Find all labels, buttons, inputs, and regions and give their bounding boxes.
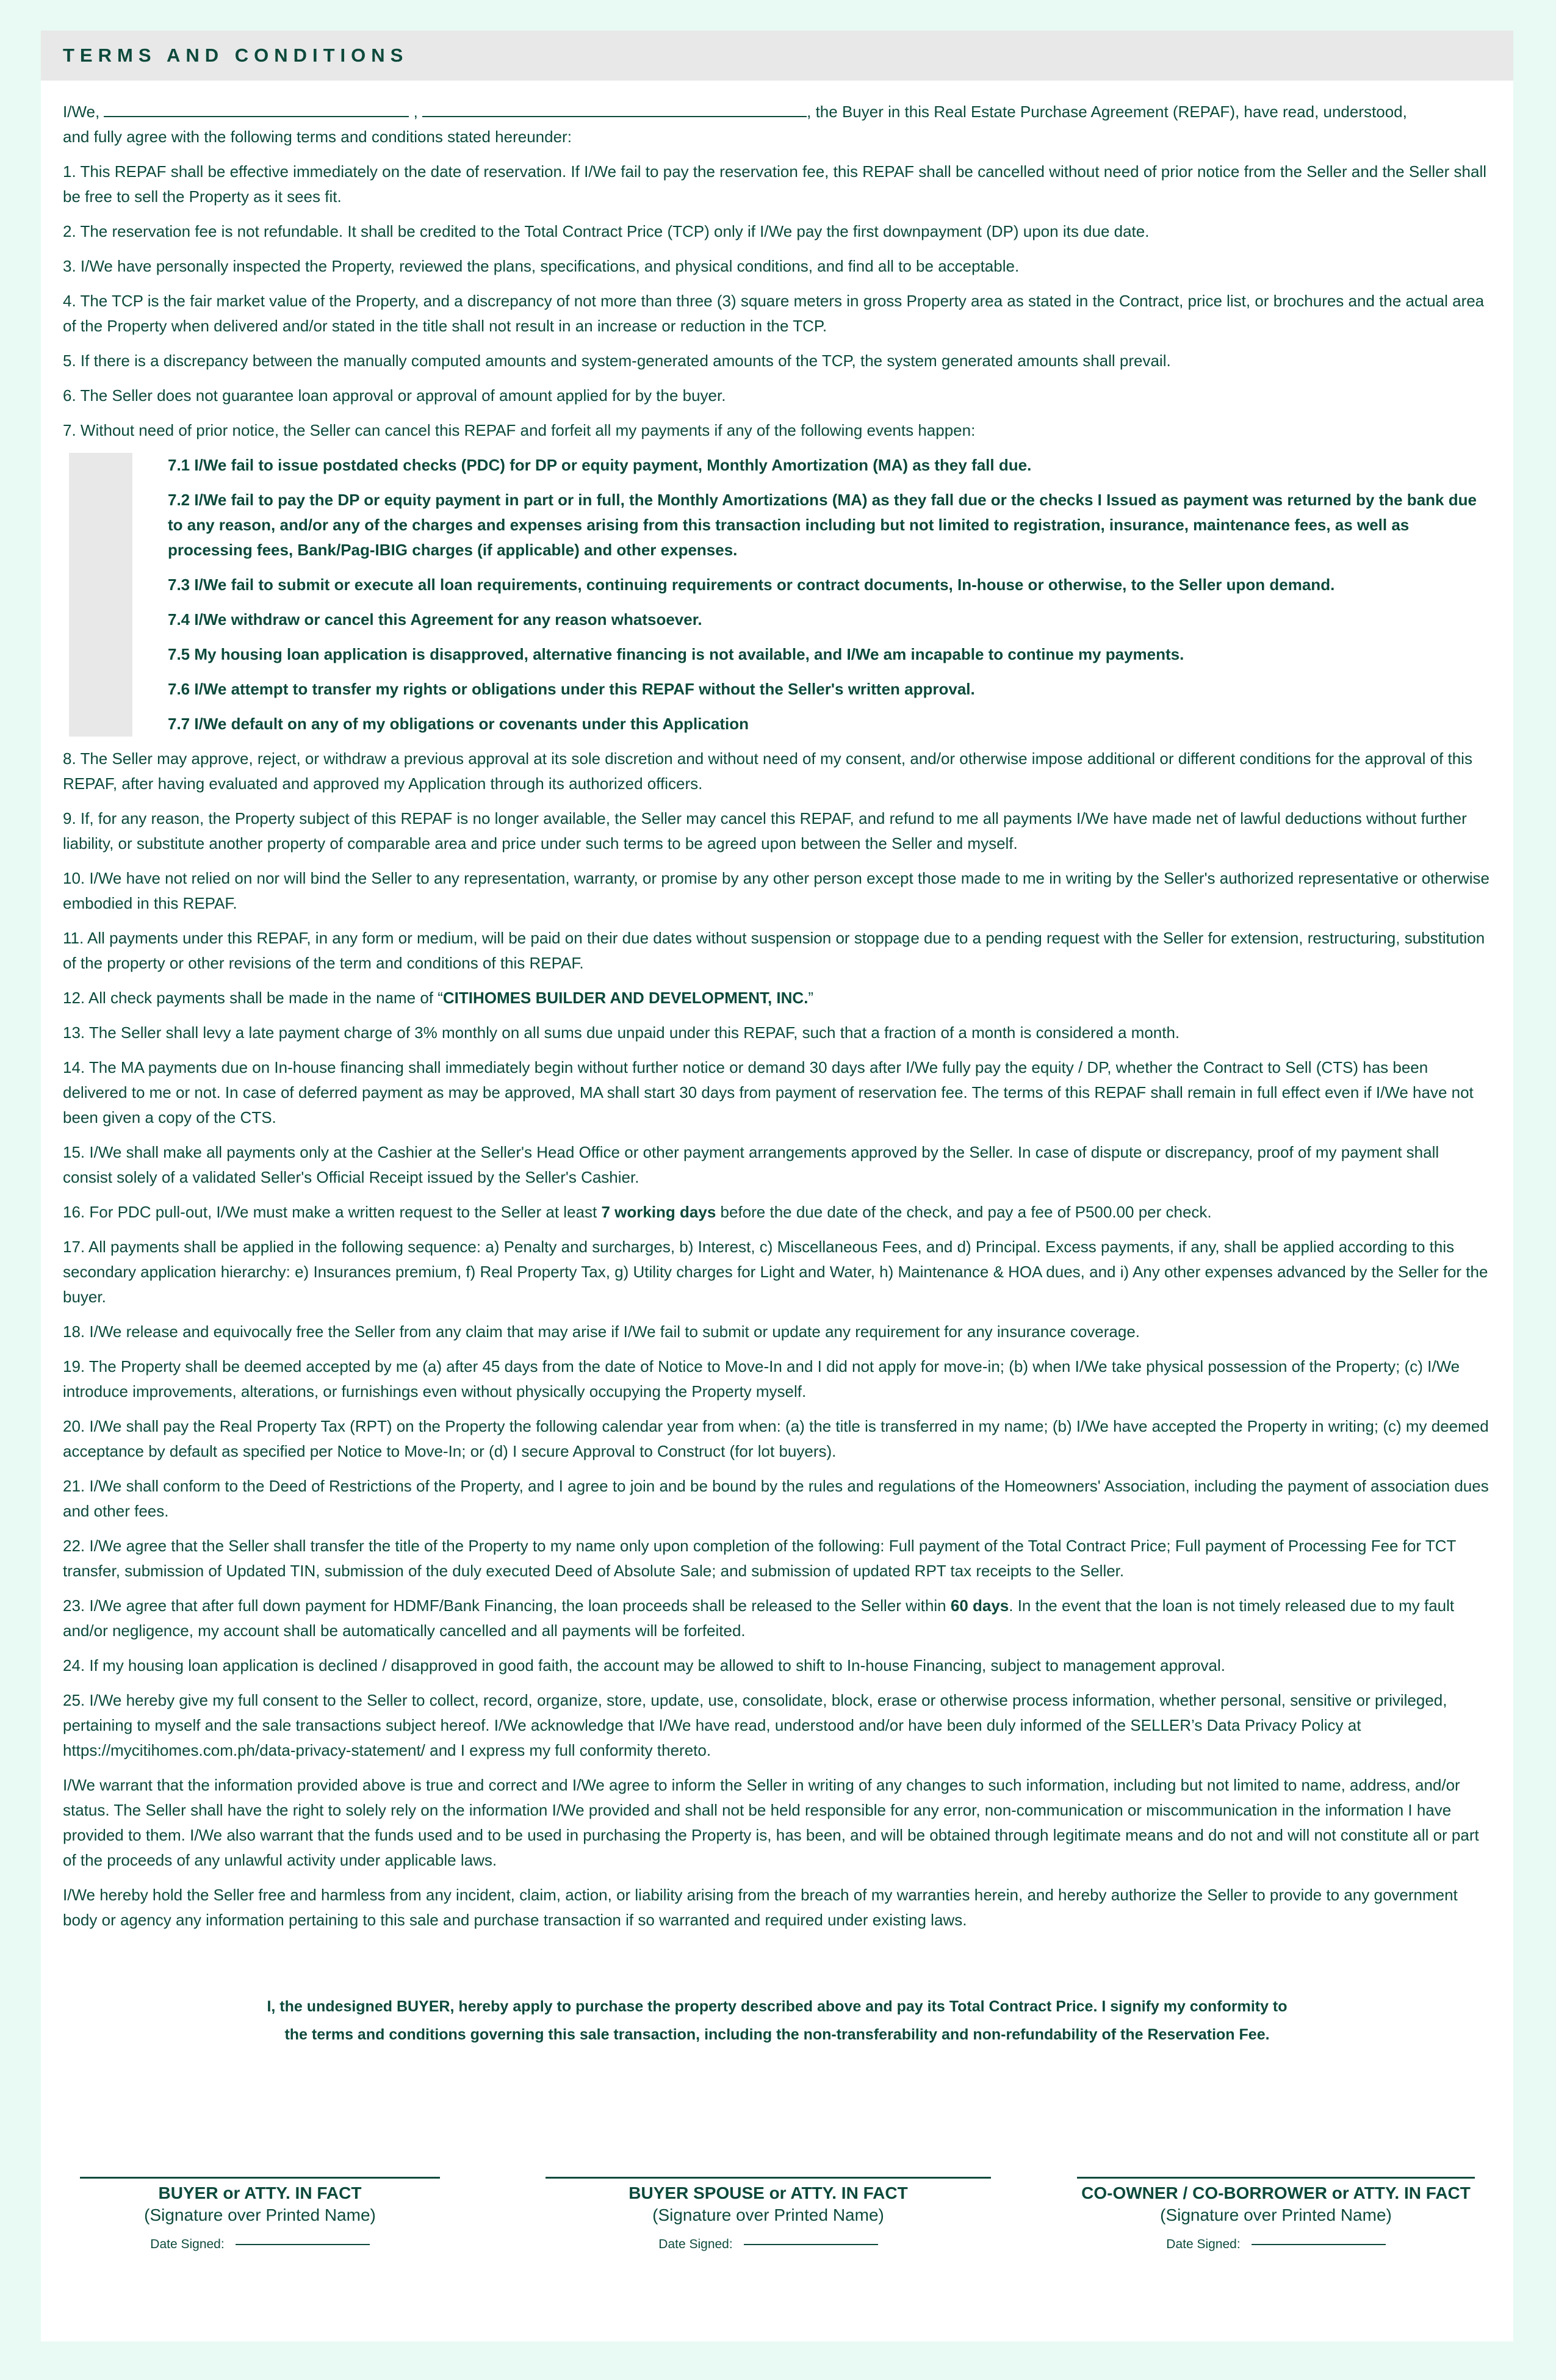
term-16	[63, 1200, 1491, 1225]
page-title: TERMS AND CONDITIONS	[63, 45, 409, 66]
signature-role: BUYER or ATTY. IN FACT	[158, 2183, 362, 2202]
warranty-paragraph: I/We warrant that the information provided above is true and correct and I/We agree to inform the Seller in writing of any changes to such information, including but not limited to name, address, and/or status. The Seller shall have the right to solely rely on the information I/We provided and shall not be held responsible for any error, non-communication or miscommunication in the information I have provided to them. I/We also warrant that the funds used and to be used in purchasing the Property is, has been, and will be obtained through legitimate means and do not and will not constitute all or part of the proceeds of any unlawful activity under applicable laws.	[63, 1776, 1479, 1869]
document-page	[41, 31, 1513, 2342]
term-11: 11. All payments under this REPAF, in any form or medium, will be paid on their due dates without suspension or stoppage due to a pending request with the Seller for extension, restructuring, substitution of the property or other revisions of the term and conditions of this REPAF.	[63, 929, 1485, 972]
term-7-1: 7.1 I/We fail to issue postdated checks (PDC) for DP or equity payment, Monthly Amortization (MA) as they fall due.	[168, 456, 1032, 474]
signature-caption: (Signature over Printed Name)	[652, 2205, 884, 2224]
term-13: 13. The Seller shall levy a late payment charge of 3% monthly on all sums due unpaid under this REPAF, such that a fraction of a month is considered a month.	[63, 1023, 1180, 1042]
signature-role: CO-OWNER / CO-BORROWER or ATTY. IN FACT	[1081, 2183, 1471, 2202]
date-signed-label: Date Signed:	[150, 2237, 225, 2251]
buyer-name-blank[interactable]	[104, 99, 409, 117]
term-3: 3. I/We have personally inspected the Property, reviewed the plans, specifications, and physical conditions, and find all to be acceptable.	[63, 257, 1020, 275]
signature-block-coowner	[1077, 2177, 1475, 2252]
term-7-2: 7.2 I/We fail to pay the DP or equity payment in part or in full, the Monthly Amortizations (MA) as they fall due or the checks I Issued as payment was returned by the bank due to any reason, and/or any of the charges and expenses arising from this transaction including but not limited to registration, insurance, maintenance fees, as well as processing fees, Bank/Pag-IBIG charges (if applicable) and other expenses.	[168, 491, 1477, 559]
term-25: 25. I/We hereby give my full consent to the Seller to collect, record, organize, store, update, use, consolidate, block, erase or otherwise process information, whether personal, sensitive or privileged, pertaining to myself and the sale transactions subject hereof. I/We acknowledge that I/We have read, understood and/or have been duly informed of the SELLER’s Data Privacy Policy at https://mycitihomes.com.ph/data-privacy-statement/ and I express my full conformity thereto.	[63, 1691, 1447, 1759]
term-20: 20. I/We shall pay the Real Property Tax (RPT) on the Property the following calendar year from when: (a) the title is transferred in my name; (b) I/We have accepted the Property in writing; (c) my deemed acceptance by default as specified per Notice to Move-In; or (d) I secure Approval to Construct (for lot buyers).	[63, 1417, 1489, 1460]
signature-block-buyer	[80, 2177, 440, 2252]
date-signed	[1077, 2237, 1475, 2252]
date-signed	[546, 2237, 991, 2252]
buyer-declaration	[225, 1992, 1330, 2049]
term-18: 18. I/We release and equivocally free the Seller from any claim that may arise if I/We fail to submit or update any requirement for any insurance coverage.	[63, 1322, 1140, 1341]
date-signed-label: Date Signed:	[1166, 2237, 1241, 2251]
date-signed-line[interactable]	[1252, 2244, 1386, 2245]
intro-separator: ,	[413, 103, 418, 121]
term-23-post: . In the event that the loan is not timely released due to my fault and/or negligence, my account shall be automatically cancelled and all payments will be forfeited.	[63, 1596, 1455, 1640]
date-signed-line[interactable]	[744, 2244, 878, 2245]
hold-harmless-paragraph: I/We hereby hold the Seller free and harmless from any incident, claim, action, or liability arising from the breach of my warranties herein, and hereby authorize the Seller to provide to any government body or agency any information pertaining to this sale and purchase transaction if so warranted and required under existing laws.	[63, 1886, 1458, 1929]
date-signed-line[interactable]	[236, 2244, 370, 2245]
term-14: 14. The MA payments due on In-house financing shall immediately begin without further notice or demand 30 days after I/We fully pay the equity / DP, whether the Contract to Sell (CTS) has been delivered to me or not. In case of deferred payment as may be approved, MA shall start 30 days from payment of reservation fee. The terms of this REPAF shall remain in full effect even if I/We have not been given a copy of the CTS.	[63, 1058, 1474, 1127]
term-15: 15. I/We shall make all payments only at the Cashier at the Seller's Head Office or other payment arrangements approved by the Seller. In case of dispute or discrepancy, proof of my payment shall consist solely of a validated Seller's Official Receipt issued by the Seller's Cashier.	[63, 1143, 1439, 1186]
term-21: 21. I/We shall conform to the Deed of Restrictions of the Property, and I agree to join and be bound by the rules and regulations of the Homeowners' Association, including the payment of association dues and other fees.	[63, 1477, 1489, 1520]
term-8: 8. The Seller may approve, reject, or withdraw a previous approval at its sole discretion and without need of my consent, and/or otherwise impose additional or different conditions for the approval of this REPAF, after having evaluated and approved my Application through its authorized officers.	[63, 749, 1472, 793]
signature-line[interactable]	[546, 2177, 991, 2179]
term-9: 9. If, for any reason, the Property subject of this REPAF is no longer available, the Seller may cancel this REPAF, and refund to me all payments I/We have made net of lawful deductions without further liability, or substitute another property of comparable area and price under such terms to be agreed upon between the Seller and myself.	[63, 809, 1467, 853]
term-7-4: 7.4 I/We withdraw or cancel this Agreement for any reason whatsoever.	[168, 610, 702, 629]
signature-line[interactable]	[80, 2177, 440, 2179]
signature-block-spouse	[546, 2177, 991, 2252]
declaration-line-1: I, the undesigned BUYER, hereby apply to purchase the property described above and pay its Total Contract Price. I signify my conformity to	[267, 1998, 1288, 2015]
payee-name: CITIHOMES BUILDER AND DEVELOPMENT, INC.	[442, 989, 809, 1007]
loan-release-days: 60 days	[950, 1596, 1009, 1615]
term-2: 2. The reservation fee is not refundable. It shall be credited to the Total Contract Price (TCP) only if I/We pay the first downpayment (DP) upon its due date.	[63, 222, 1150, 240]
term-1: 1. This REPAF shall be effective immediately on the date of reservation. If I/We fail to pay the reservation fee, this REPAF shall be cancelled without need of prior notice from the Seller and the Seller shall be free to sell the Property as it sees fit.	[63, 162, 1487, 206]
term-23-pre: 23. I/We agree that after full down payment for HDMF/Bank Financing, the loan proceeds shall be released to the Seller within	[63, 1596, 951, 1615]
intro-paragraph	[63, 99, 1491, 150]
signature-role: BUYER SPOUSE or ATTY. IN FACT	[629, 2183, 908, 2202]
term-12	[63, 986, 1491, 1011]
pdc-notice-days: 7 working days	[601, 1203, 716, 1221]
date-signed	[80, 2237, 440, 2252]
term-16-post: before the due date of the check, and pay a fee of P500.00 per check.	[716, 1203, 1212, 1221]
term-23	[63, 1593, 1491, 1643]
terms-body	[41, 81, 1513, 2049]
term-16-pre: 16. For PDC pull-out, I/We must make a written request to the Seller at least	[63, 1203, 602, 1221]
term-17: 17. All payments shall be applied in the following sequence: a) Penalty and surcharges, b) Interest, c) Miscellaneous Fees, and d) Principal. Excess payments, if any, shall be applied according to this secondary application hierarchy: e) Insurances premium, f) Real Property Tax, g) Utility charges for Light and Water, h) Maintenance & HOA dues, and i) Any other expenses advanced by the Seller for the buyer.	[63, 1238, 1488, 1306]
term-4: 4. The TCP is the fair market value of the Property, and a discrepancy of not more than three (3) square meters in gross Property area as stated in the Contract, price list, or brochures and the actual area of the Property when delivered and/or stated in the title shall not result in an increase or reduction in the TCP.	[63, 292, 1485, 335]
term-22: 22. I/We agree that the Seller shall transfer the title of the Property to my name only upon completion of the following: Full payment of the Total Contract Price; Full payment of Processing Fee for TCT transfer, submission of Updated TIN, submission of the duly executed Deed of Absolute Sale; and submission of updated RPT tax receipts to the Seller.	[63, 1537, 1456, 1580]
term-7-3: 7.3 I/We fail to submit or execute all loan requirements, continuing requirements or contract documents, In-house or otherwise, to the Seller upon demand.	[168, 575, 1335, 594]
intro-suffix: , the Buyer in this Real Estate Purchase Agreement (REPAF), have read, understood,	[807, 103, 1407, 121]
date-signed-label: Date Signed:	[658, 2237, 733, 2251]
intro-second-line: and fully agree with the following terms and conditions stated hereunder:	[63, 128, 572, 146]
buyer2-name-blank[interactable]	[422, 99, 807, 117]
declaration-line-2: the terms and conditions governing this sale transaction, including the non-transferability and non-refundability of the Reservation Fee.	[284, 2026, 1270, 2043]
signature-row	[41, 2177, 1513, 2317]
term-6: 6. The Seller does not guarantee loan approval or approval of amount applied for by the buyer.	[63, 386, 726, 405]
term-5: 5. If there is a discrepancy between the manually computed amounts and system-generated amounts of the TCP, the system generated amounts shall prevail.	[63, 352, 1171, 370]
term-7-6: 7.6 I/We attempt to transfer my rights or obligations under this REPAF without the Seller's written approval.	[168, 680, 975, 698]
term-7: 7. Without need of prior notice, the Seller can cancel this REPAF and forfeit all my payments if any of the following events happen:	[63, 421, 976, 439]
title-band	[41, 31, 1513, 81]
term-7-7: 7.7 I/We default on any of my obligations or covenants under this Application	[168, 715, 749, 733]
term-19: 19. The Property shall be deemed accepted by me (a) after 45 days from the date of Notice to Move-In and I did not apply for move-in; (b) when I/We take physical possession of the Property; (c) I/We introduce improvements, alterations, or furnishings even without physically occupying the Property myself.	[63, 1357, 1460, 1401]
term-10: 10. I/We have not relied on nor will bind the Seller to any representation, warranty, or promise by any other person except those made to me in writing by the Seller's authorized representative or otherwise embodied in this REPAF.	[63, 869, 1490, 912]
term-7-subitems	[63, 453, 1491, 737]
subitems-side-bar	[69, 453, 132, 737]
term-12-pre: 12. All check payments shall be made in the name of “	[63, 989, 443, 1007]
term-7-5: 7.5 My housing loan application is disapproved, alternative financing is not available, and I/We am incapable to continue my payments.	[168, 645, 1184, 663]
signature-caption: (Signature over Printed Name)	[1160, 2205, 1392, 2224]
signature-caption: (Signature over Printed Name)	[144, 2205, 376, 2224]
term-24: 24. If my housing loan application is declined / disapproved in good faith, the account may be allowed to shift to In-house Financing, subject to management approval.	[63, 1656, 1225, 1675]
signature-line[interactable]	[1077, 2177, 1475, 2179]
intro-prefix: I/We,	[63, 103, 100, 121]
term-12-post: ”	[808, 989, 814, 1007]
